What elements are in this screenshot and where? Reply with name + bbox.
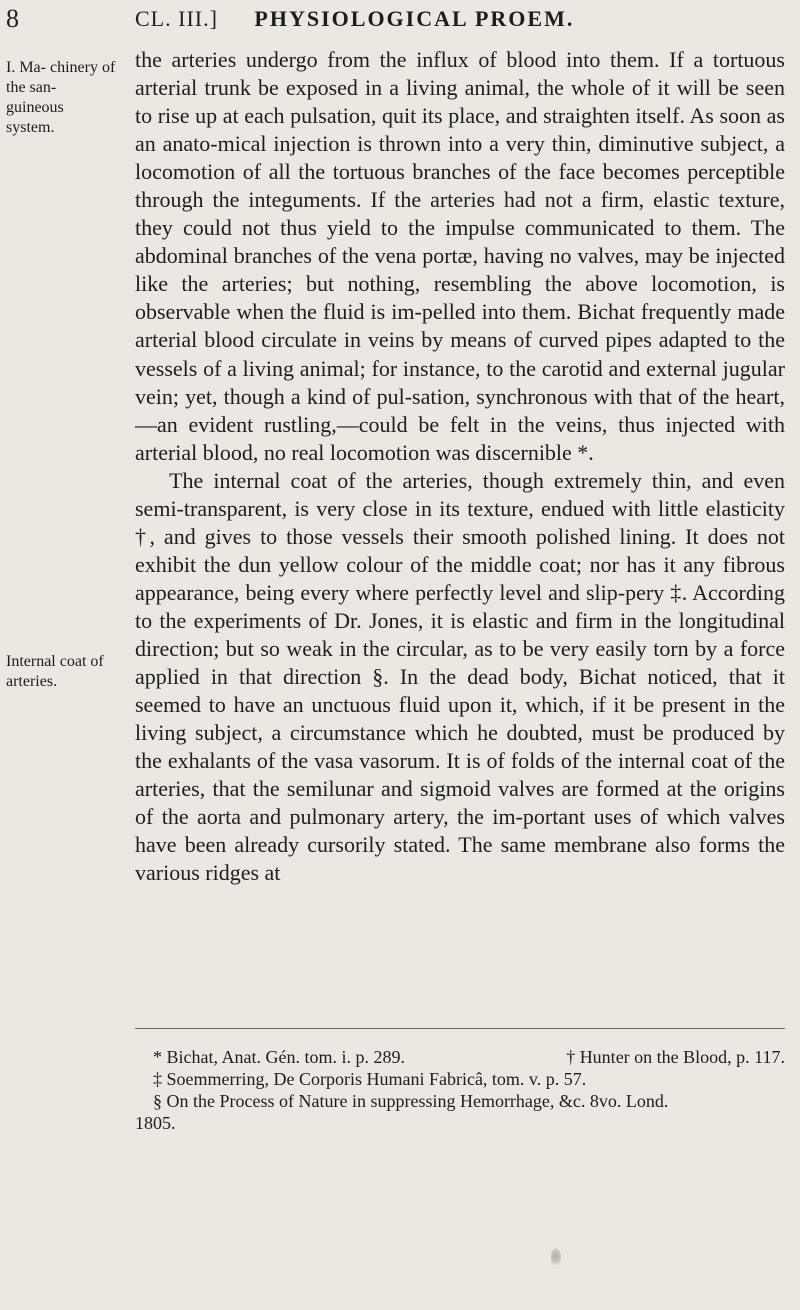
main-text	[135, 46, 785, 887]
page-number: 8	[6, 4, 19, 33]
sidenote-internal-coat-of-arteries: Internal coat of arteries.	[6, 653, 104, 690]
running-title: PHYSIOLOGICAL PROEM.	[254, 6, 575, 31]
footnote-3: ‡ Soemmerring, De Corporis Humani Fabricâ, tom. v. p. 57.	[153, 1069, 587, 1089]
footnote-4-line-2: 1805.	[135, 1113, 176, 1133]
footnote-2: † Hunter on the Blood, p. 117.	[566, 1047, 785, 1067]
footnotes	[135, 1046, 785, 1134]
chapter-label: CL. III.]	[135, 6, 218, 31]
paper-stain-mark	[551, 1248, 561, 1268]
paragraph-1: the arteries undergo from the influx of blood into them. If a tortuous arterial trunk be exposed in a living animal, the whole of it will be seen to rise up at each pulsation, quit its place, and straighten itself. As soon as an anato-mical injection is thrown into a very thin, diminutive subject, a locomotion of all the tortuous branches of the face becomes perceptible through the integuments. If the arteries had not a firm, elastic texture, they could not thus yield to the impulse communicated to them. The abdominal branches of the vena portæ, having no valves, may be injected like the arteries; but nothing, resembling the above locomotion, is observable when the fluid is im-pelled into them. Bichat frequently made arterial blood circulate in veins by means of curved pipes adapted to the vessels of a living animal; for instance, to the carotid and external jugular vein; yet, though a kind of pul-sation, synchronous with that of the heart,—an evident rustling,—could be felt in the veins, thus injected with arterial blood, no real locomotion was discernible *.	[135, 47, 785, 465]
footnote-row-1	[135, 1046, 785, 1068]
paragraph-2: The internal coat of the arteries, though extremely thin, and even semi-transparent, is very close in its texture, endued with little elasticity †, and gives to those vessels their smooth polished lining. It does not exhibit the dun yellow colour of the middle coat; nor has it any fibrous appearance, being every where perfectly level and slip-pery ‡. According to the experiments of Dr. Jones, it is elastic and firm in the longitudinal direction; but so weak in the circular, as to be very easily torn by a force applied in that direction §. In the dead body, Bichat noticed, that it seemed to have an unctuous fluid upon it, which, if it be present in the living subject, a circumstance which he doubted, must be produced by the exhalants of the vasa vasorum. It is of folds of the internal coat of the arteries, that the semilunar and sigmoid valves are formed at the origins of the aorta and pulmonary artery, the im-portant uses of which valves have been already cursorily stated. The same membrane also forms the various ridges at	[135, 467, 785, 886]
footnote-4-line-1: § On the Process of Nature in suppressing Hemorrhage, &c. 8vo. Lond.	[153, 1091, 669, 1111]
sidenote-machinery-of-sanguineous-system: I. Ma- chinery of the san- guineous system.	[6, 59, 116, 136]
running-head	[135, 8, 785, 30]
footnote-divider	[135, 1028, 785, 1029]
footnote-1: * Bichat, Anat. Gén. tom. i. p. 289.	[153, 1047, 405, 1067]
